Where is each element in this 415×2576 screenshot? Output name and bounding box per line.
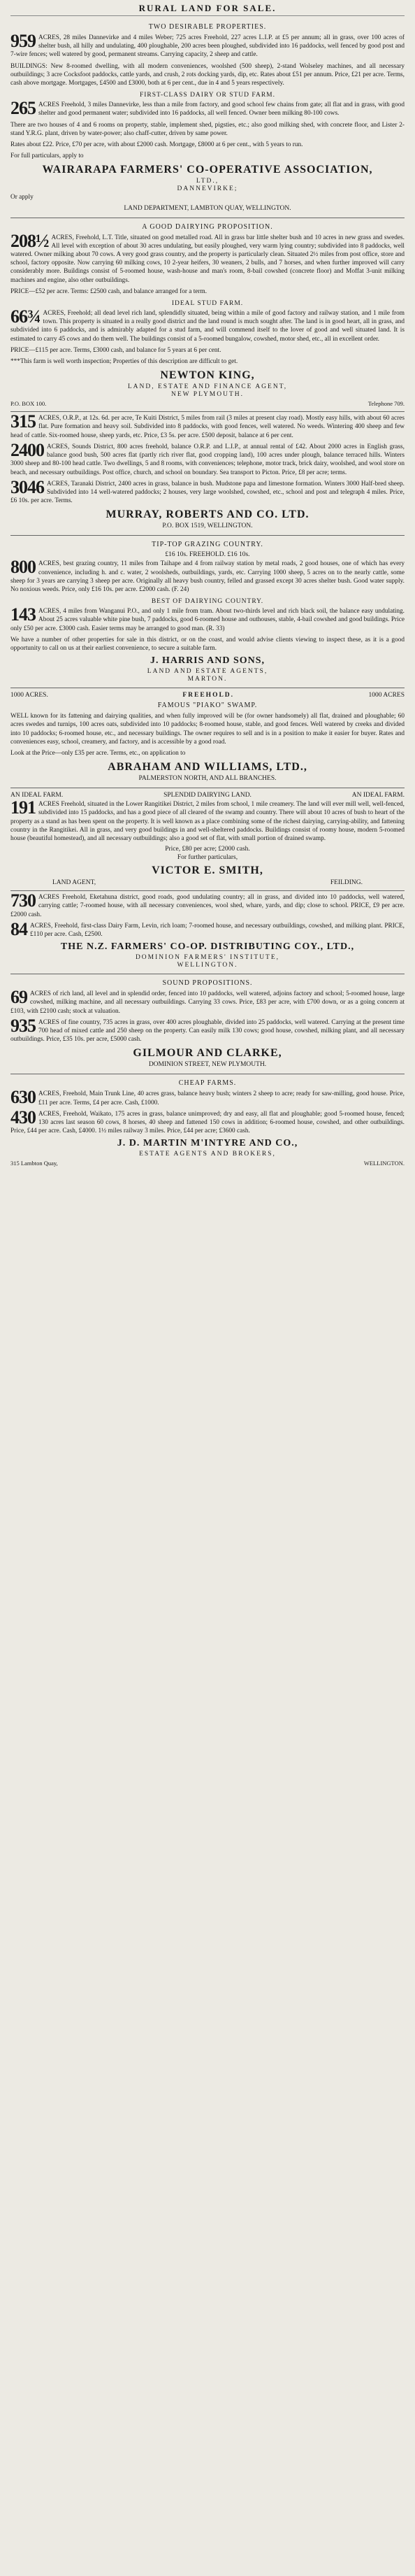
- agent-location: PALMERSTON NORTH, AND ALL BRANCHES.: [138, 775, 277, 783]
- ad-wairarapa-farmers: [10, 18, 405, 218]
- acreage-number: 430: [10, 1106, 36, 1127]
- ad-murray-roberts: [10, 412, 405, 536]
- listing-315-acres: [10, 411, 405, 440]
- further-particulars: For further particulars,: [177, 854, 238, 862]
- section-subtitle: £16 10s. FREEHOLD. £16 10s.: [165, 551, 250, 559]
- listing-143-acres: [10, 604, 405, 633]
- listing-price: PRICE—£115 per acre. Terms, £3000 cash, and balance for 5 years at 6 per cent.: [10, 346, 221, 354]
- ad-abraham-williams: [10, 688, 405, 788]
- listing-text: ACRES, best grazing country, 11 miles from Taihape and 4 from railway station by metal roads, 2 good houses, one of which has every convenience, including h. and c. water, 2 woolsheds, outbuildings, yards, etc. Carrying 1000 sheep, 5 acres on to the nearly cattle, some sheep for 3 years are carrying 3 sheep per acre. Originally all heavy bush country, felled and grassed except 30 acres shelter bush. Good water supply. No noxious weeds. Price, only £16 10s. per acre. £2000 cash. (F. 24): [10, 560, 405, 593]
- listing-text: ACRES, O.R.P., at 12s. 6d. per acre, Te Kuiti District, 5 miles from rail (3 miles at present clay road). Mostly easy hills, with about 60 acres flat. Pure formation and heavy soil. Subdivided into 8 paddocks, with good fences, well watered. No weeds. Wintering 400 sheep and few head of cattle. Six-roomed house, sheep yards, etc. Price, £3 5s. per acre. £500 deposit, balance at 6 per cent.: [10, 415, 405, 439]
- acreage-number: 143: [10, 604, 36, 625]
- headline-row: [10, 792, 405, 799]
- listing-2400-acres: [10, 439, 405, 477]
- acreage-number: 191: [10, 797, 36, 818]
- section-title: TIP-TOP GRAZING COUNTRY.: [152, 541, 263, 549]
- section-title: A GOOD DAIRYING PROPOSITION.: [142, 222, 273, 231]
- listing-price: PRICE—£52 per acre. Terms: £2500 cash, and balance arranged for a term.: [10, 287, 208, 295]
- po-box: P.O. BOX 100.: [10, 400, 47, 408]
- listing-66-acres: [10, 306, 405, 343]
- listing-text: ACRES of fine country, 735 acres in grass, over 400 acres ploughable, divided into 25 paddocks, well watered. Carrying at the present time 700 head of mixed cattle and 250 sheep on the property. Can easily milk 130 cows; good house, cowshed, milking plant, and all necessary outbuildings. Price, £35 10s. per acre, £5000 cash.: [10, 1018, 405, 1044]
- ad-newton-king: [10, 218, 405, 413]
- listing-text: ACRES, Freehold, Waikato, 175 acres in grass, balance unimproved; dry and easy, all flat and ploughable; good 5-roomed house, fenced; 130 acres last season 60 cows, 8 horses, 40 sheep and fattened 150 cows in addition; 6-roomed house, cowshed, and other outbuildings. Price, £44 per acre. Cash, £4000. 1½ miles railway 3 miles. Price, £44 per acre; £3600 cash.: [10, 1110, 405, 1135]
- section-title: FAMOUS "PIAKO" SWAMP.: [157, 702, 258, 710]
- listing-text: There are two houses of 4 and 6 rooms on property, stable, implement shed, pigsties, etc.; also good milking shed, with concrete floor, and Lister 2-stand Y.R.G. plant, driven by water-power; also chaff-cutter, driven by same power.: [10, 121, 405, 137]
- newspaper-page: [8, 0, 407, 2570]
- acreage-number: 66¾: [10, 306, 41, 327]
- agent-address: P.O. BOX 1519, WELLINGTON.: [162, 522, 253, 530]
- agent-location: MARTON.: [187, 676, 228, 683]
- listing-price: Price, £80 per acre; £2000 cash.: [165, 846, 250, 853]
- listing-text: ACRES, Taranaki District, 2400 acres in grass, balance in bush. Mudstone papa and limestone formation. Winters 3000 Half-bred sheep. Subdivided into 14 well-watered paddocks; 2 houses, very large woolshed, cowshed, etc., school and post and telegraph 4 miles. Price, £6 10s. per acre. Terms.: [10, 480, 405, 505]
- street-address: 315 Lambton Quay,: [10, 1160, 58, 1167]
- ad-gilmour-clarke: [10, 974, 405, 1074]
- listing-buildings: BUILDINGS: New 8-roomed dwelling, with all modern conveniences, woolshed (500 sheep), 2-stand Wolseley machines, and all necessary outbuildings; 3 acre Cocksfoot paddocks, cattle yards, and crush, 2 rots docking yards, dip, etc. Rates about £51 per annum. Price, £21 per acre. Terms, cash above mortgage. Mortgages, £4500 and £3000, both at 6 per cent., due in 4 and 5 years respectively.: [10, 62, 405, 87]
- acreage-number: 208½: [10, 230, 49, 251]
- listing-text: ACRES, Freehold, L.T. Title, situated on good metalled road. All in grass bar little shelter bush and 10 acres in new grass and swedes. All level with exception of about 30 acres undulating, but easily ploughed, very warm lying country; subdivided into 8 paddocks, well watered. Owner milking about 70 cows. A very good grass country, and the property is particularly clean. Situated 2½ miles from post office, store and school, factory opposite. Now carrying 60 milking cows, 10 2-year heifers, 30 weaners, 2 bulls, and 7 horses, and when further improved will carry considerably more. Buildings consist of 5-roomed house, wash-house and man's room, 8-bail cowshed (concrete floor) and Moffat 3-unit milking machines and engine, also other outbuildings.: [10, 234, 405, 284]
- or-apply: Or apply: [10, 194, 34, 201]
- agent-name: ABRAHAM AND WILLIAMS, LTD.,: [108, 761, 307, 774]
- listing-730-acres: [10, 890, 405, 919]
- section-title: CHEAP FARMS.: [178, 1079, 237, 1088]
- contact-row: [10, 400, 405, 407]
- headline-left: AN IDEAL FARM.: [10, 792, 64, 799]
- listing-208-acres: [10, 230, 405, 285]
- page-header: RURAL LAND FOR SALE.: [10, 3, 405, 16]
- listing-3046-acres: [10, 476, 405, 506]
- agent-description: LAND AGENT,: [52, 879, 96, 887]
- listing-text: WELL known for its fattening and dairying qualities, and when fully improved will be (for owner handsomely) all flat, drained and ploughable; 60 acres swedes and turnips, 100 acres oats, subdivided into 10 paddocks; 8-roomed house, stable, and good fences. Well watered by creeks and divided into 10 paddocks; 6-roomed house, etc., and necessary buildings. The owner requires to sell and is in a position to make it easier for buyer. Rates and conveniences easy, school, creamery, and factory, and is accessible by a good road.: [10, 713, 405, 746]
- agent-address-row: [10, 1160, 405, 1167]
- agent-address: DOMINION STREET, NEW PLYMOUTH.: [148, 1061, 267, 1069]
- listing-630-acres: [10, 1087, 405, 1108]
- acreage-number: 69: [10, 987, 27, 1008]
- headline-right: AN IDEAL FARM.: [351, 792, 405, 799]
- listing-text: For full particulars, apply to: [10, 152, 84, 160]
- agent-name: J. HARRIS AND SONS,: [150, 655, 265, 667]
- agent-description: DOMINION FARMERS' INSTITUTE,: [135, 954, 280, 962]
- listing-note: We have a number of other properties for sale in this district, or on the coast, and would advise clients viewing to inspect these, as it is a good opportunity to call on us at their earliest convenience, to secure a suitable farm.: [10, 636, 405, 652]
- agent-location: NEW PLYMOUTH.: [170, 391, 245, 399]
- acreage-number: 800: [10, 557, 36, 578]
- headline-center: SPLENDID DAIRYING LAND.: [163, 792, 252, 799]
- subsection-title: BEST OF DAIRYING COUNTRY.: [151, 598, 264, 606]
- ad-martin-mintyre: [10, 1074, 405, 1171]
- agent-location: FEILDING.: [330, 879, 363, 887]
- acreage-number: 3046: [10, 476, 44, 497]
- agent-location: DANNEVIRKE;: [177, 185, 238, 193]
- agent-location: WELLINGTON.: [177, 962, 238, 969]
- ad-j-harris: [10, 536, 405, 688]
- acreage-number: 315: [10, 411, 36, 432]
- acreage-number: 730: [10, 890, 36, 911]
- listing-text: ACRES Freehold, Eketahuna district, good roads, good undulating country; all in grass, and divided into 10 paddocks, well watered, carrying cattle; 7-roomed house, with all necessary conveniences, wool shed, whare, yards, and dip; close to school. PRICE, £9 per acre. £2000 cash.: [10, 894, 405, 918]
- agent-address-row: [10, 879, 405, 886]
- section-title: TWO DESIRABLE PROPERTIES.: [148, 23, 267, 31]
- listing-800-acres: [10, 557, 405, 594]
- subsection-title: FIRST-CLASS DAIRY OR STUD FARM.: [139, 92, 276, 99]
- listing-191-acres: [10, 797, 405, 843]
- ad-nz-farmers: [10, 891, 405, 974]
- acreage-number: 630: [10, 1087, 36, 1108]
- agent-suffix: LTD.,: [196, 178, 219, 185]
- section-title: SOUND PROPOSITIONS.: [162, 979, 253, 988]
- subsection-title: IDEAL STUD FARM.: [171, 300, 244, 308]
- listing-265-acres: [10, 98, 405, 119]
- listing-text: ACRES, Freehold; all dead level rich land, splendidly situated, being within a mile of good factory and railway station, and 1 mile from town. This property is situated in a really good district and the land round is much sought after. The land is in good heart, all in grass, and subdivided into 6 paddocks, and is admirably adapted for a stud farm, and will commend itself to the lover of good and well situated land. It is estimated to carry 45 cows and do them well. The buildings consist of a 5-roomed bungalow, cowshed, motor shed, etc., all in excellent order.: [10, 310, 405, 343]
- listing-text: Rates about £22. Price, £70 per acre, with about £2000 cash. Mortgage, £8000 at 6 per cent., with 5 years to run.: [10, 141, 303, 149]
- listing-text: ACRES, Sounds District, 800 acres freehold, balance O.R.P. and L.I.P., at annual rental of £42. About 2000 acres in English grass, balance good bush, 500 acres flat (partly rich river flat, good cropping land), 100 acres under plough, balance terraced hills. Winters 3000 sheep and 80-100 head cattle. Two dwellings, 5 and 8 rooms, with conveniences; telephone, motor track, brick dairy, woolshed, and wool store on beach, and necessary outbuildings. Post office, church, and school on boundary. Sea transport to Picton. Price, £8 per acre; terms.: [10, 443, 405, 476]
- acreage-number: 84: [10, 918, 27, 939]
- agent-name: MURRAY, ROBERTS AND CO. LTD.: [105, 508, 310, 521]
- listing-text: ACRES, 28 miles Dannevirke and 4 miles Weber; 725 acres Freehold, 227 acres L.I.P. at £5 per annum; all in grass, over 100 acres of shelter bush, all hilly and undulating, 400 ploughable, 200 acres been ploughed, subdivided into 16 paddocks, well fenced by good post and 7-wire fences; well watered by good, permanent streams. Carrying capacity, 2 sheep and cattle.: [10, 34, 405, 59]
- agent-description: LAND AND ESTATE AGENTS,: [147, 668, 268, 676]
- agent-address: LAND DEPARTMENT, LAMBTON QUAY, WELLINGTON.: [124, 204, 291, 212]
- listing-price: Look at the Price—only £35 per acre. Terms, etc., on application to: [10, 749, 186, 757]
- listing-430-acres: [10, 1106, 405, 1136]
- telephone: Telephone 709.: [367, 400, 405, 408]
- agent-description: LAND, ESTATE AND FINANCE AGENT,: [127, 383, 288, 391]
- agent-name: J. D. MARTIN M'INTYRE AND CO.,: [117, 1138, 298, 1149]
- agent-location: WELLINGTON.: [363, 1160, 405, 1167]
- agent-name: THE N.Z. FARMERS' CO-OP. DISTRIBUTING COY., LTD.,: [60, 941, 355, 953]
- listing-text: ACRES Freehold, 3 miles Dannevirke, less than a mile from factory, and good school few chains from gate; all flat and in grass, with good shelter and good permanent water; subdivided into 16 paddocks, all well fenced. Owner been milking 80-100 cows.: [38, 101, 405, 118]
- listing-note: ***This farm is well worth inspection; Properties of this description are difficult to get.: [10, 358, 238, 366]
- agent-name: NEWTON KING,: [160, 369, 255, 382]
- agent-description: ESTATE AGENTS AND BROKERS,: [139, 1151, 276, 1158]
- listing-text: ACRES, Freehold, Main Trunk Line, 40 acres grass, balance heavy bush; winters 2 sheep to acre; ready for saw-milling, good house. Price, £11 per acre. Terms, £4 per acre. Cash, £1000.: [38, 1090, 405, 1106]
- headline-row: [10, 692, 405, 699]
- listing-959-acres: [10, 31, 405, 59]
- agent-name: VICTOR E. SMITH,: [152, 864, 263, 877]
- acreage-number: 959: [10, 31, 36, 51]
- listing-text: ACRES, 4 miles from Wanganui P.O., and only 1 mile from tram. About two-thirds level and rich black soil, the balance easy undulating. About 25 acres valuable white pine bush, 7 paddocks, good 6-roomed house and outhouses, stable, 4-bail cowshed and good buildings. Price only £50 per acre. £3000 cash. Easier terms may be arranged to good man. (R. 33): [10, 608, 405, 632]
- acreage-number: 935: [10, 1015, 36, 1036]
- listing-text: ACRES, Freehold, first-class Dairy Farm, Levin, rich loam; 7-roomed house, and necessary outbuildings, cowshed, and milking plant. PRICE, £110 per acre. Cash, £2500.: [30, 922, 405, 938]
- agent-name: WAIRARAPA FARMERS' CO-OPERATIVE ASSOCIATION,: [42, 164, 373, 176]
- listing-935-acres: [10, 1015, 405, 1044]
- acreage-number: 2400: [10, 439, 44, 460]
- headline-left: 1000 ACRES.: [10, 692, 48, 699]
- listing-84-acres: [10, 918, 405, 939]
- listing-text: ACRES Freehold, situated in the Lower Rangitikei District, 2 miles from school, 1 mile creamery. The land will ever mill well, well-fenced, subdivided into 15 paddocks, and has a good piece of all cleared of the swamp and country. There will about 10 acres of bush to heart of the property as a stand as has been spent on the property. It is well known as a place combining some of the richest dairying, carrying-ability, and fattening country in the Rangitikei. All in grass, and very good buildings in and well-sheltered paddocks. Buildings consist of roomy house, modern 5-roomed house (beautiful homestead), and all necessary outbuildings; also a good set of flat, with small portion of drained swamp.: [10, 801, 405, 842]
- listing-text: ACRES of rich land, all level and in splendid order, fenced into 10 paddocks, well watered, adjoins factory and school; 5-roomed house, large cowshed, milking machine, and all necessary outbuildings. Carrying 33 cows. Price, £83 per acre, with £700 down, or as a going concern at £103, with £2100 cash; stock at valuation.: [10, 990, 405, 1015]
- listing-69-acres: [10, 987, 405, 1016]
- ad-victor-smith: [10, 788, 405, 891]
- acreage-number: 265: [10, 98, 36, 119]
- headline-center: FREEHOLD.: [182, 692, 235, 699]
- agent-name: GILMOUR AND CLARKE,: [133, 1047, 282, 1060]
- headline-right: 1000 ACRES: [368, 692, 405, 699]
